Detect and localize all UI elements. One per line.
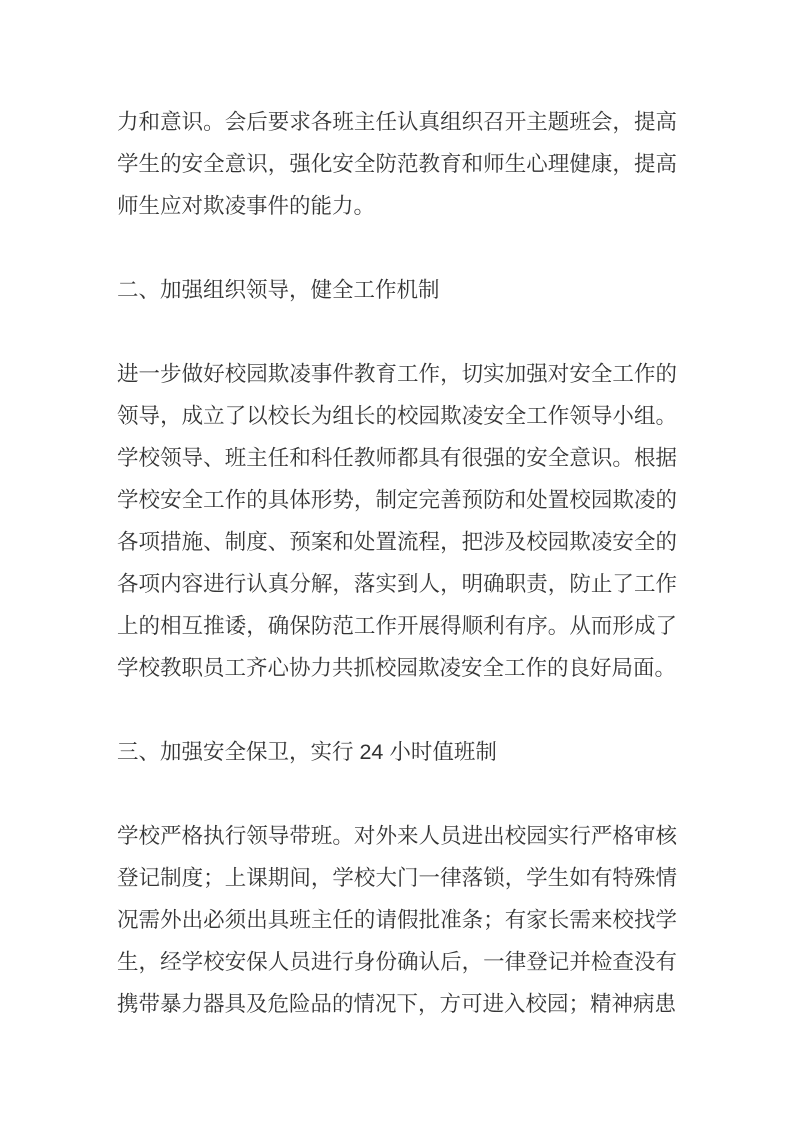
document-content (117, 101, 677, 1025)
section-heading: 三、加强安全保卫，实行 24 小时值班制 (117, 740, 497, 764)
body-paragraph: 力和意识。会后要求各班主任认真组织召开主题班会，提高学生的安全意识，强化安全防范教育和师生心理健康，提高师生应对欺凌事件的能力。 (117, 110, 677, 218)
body-paragraph: 进一步做好校园欺凌事件教育工作，切实加强对安全工作的领导，成立了以校长为组长的校园欺凌安全工作领导小组。学校领导、班主任和科任教师都具有很强的安全意识。根据学校安全工作的具体形势，制定完善预防和处置校园欺凌的各项措施、制度、预案和处置流程，把涉及校园欺凌安全的各项内容进行认真分解，落实到人，明确职责，防止了工作上的相互推诿，确保防范工作开展得顺利有序。从而形成了学校教职员工齐心协力共抓校园欺凌安全工作的良好局面。 (117, 362, 677, 680)
body-paragraph: 学校严格执行领导带班。对外来人员进出校园实行严格审核登记制度；上课期间，学校大门一律落锁，学生如有特殊情况需外出必须出具班主任的请假批准条；有家长需来校找学生，经学校安保人员进行身份确认后，一律登记并检查没有携带暴力器具及危险品的情况下，方可进入校园；精神病患 (117, 824, 677, 1016)
section-heading: 二、加强组织领导，健全工作机制 (117, 278, 440, 302)
